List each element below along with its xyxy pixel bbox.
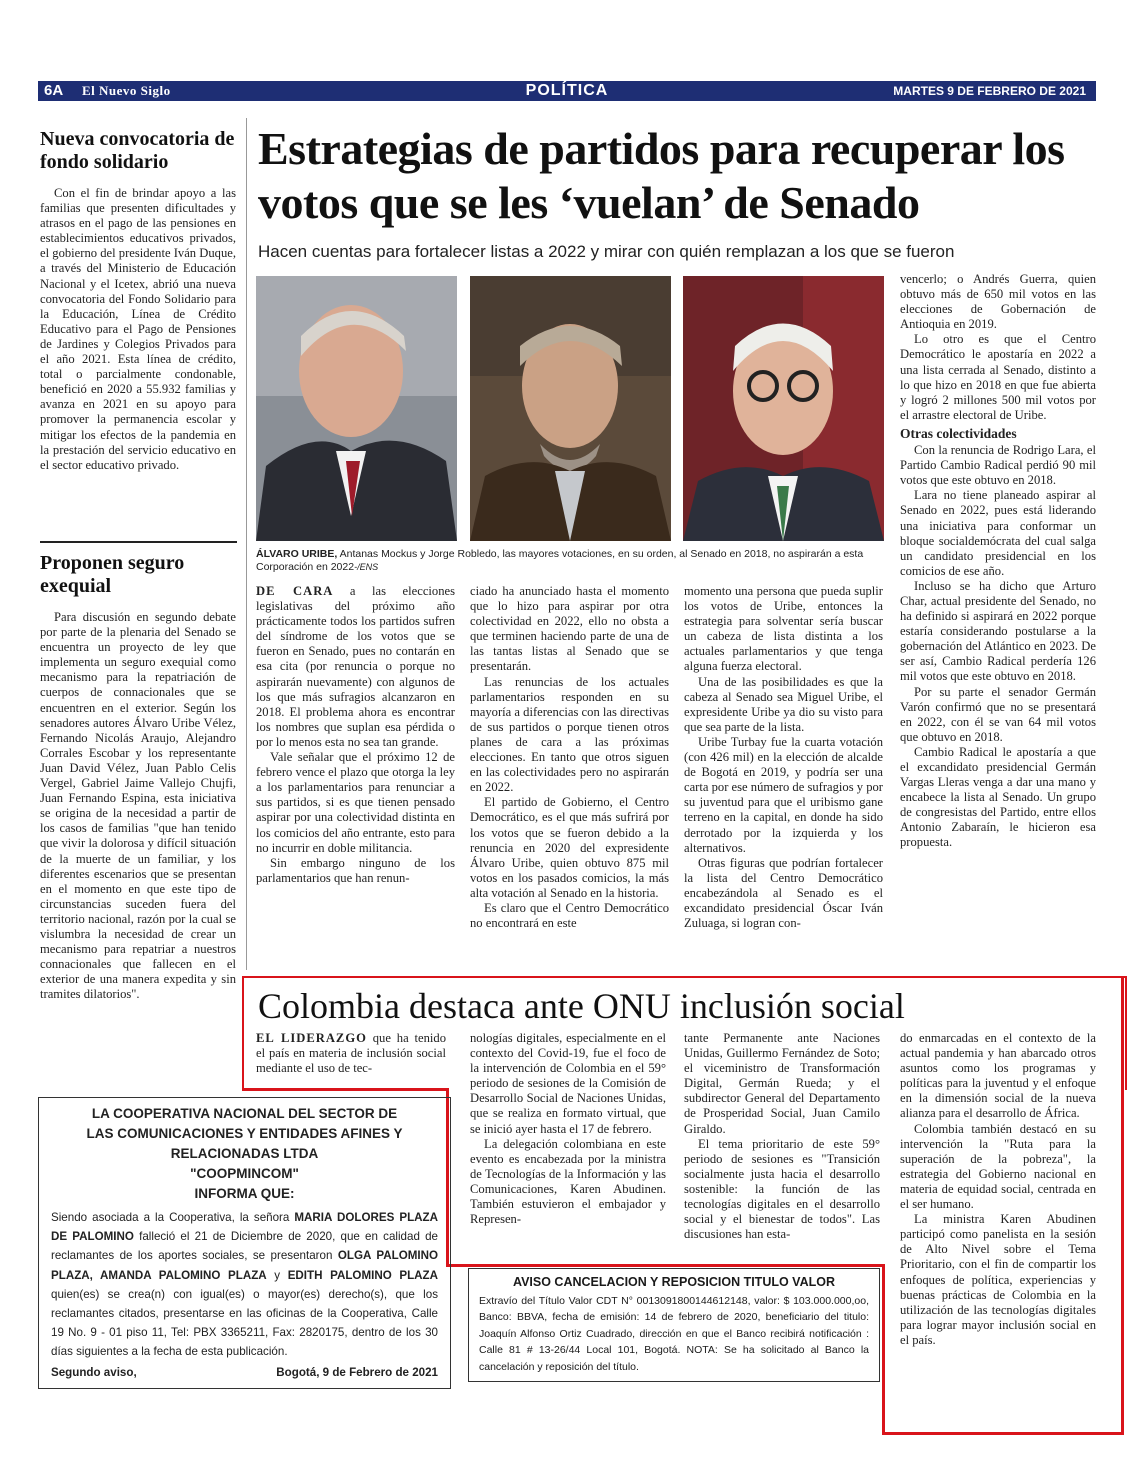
- section-title: POLÍTICA: [525, 82, 609, 99]
- notice-header-4: "COOPMINCOM": [190, 1166, 299, 1181]
- notice-header-1: LA COOPERATIVA NACIONAL DEL SECTOR DE: [91, 1106, 398, 1121]
- header-bar: [38, 81, 1096, 101]
- aviso-body: Extravío del Título Valor CDT N° 0013091800144612148, valor: $ 103.000.000,oo, Banco: BBVA, fecha de emisión: 14 de febrero de 2020, beneficiario del titulo: Joaquín Alfonso Ortiz Cuadrado, dirección en que el Banco recibirá notificación : Calle 81 # 13-26/44 Local 101, Bogotá. NOTA: Se ha solicitado al Banco la cancelación y reposición del título.: [479, 1295, 869, 1373]
- sidebar-fondo-text: Con el fin de brindar apoyo a las familias que presenten dificultades y atrasos en el pago de las pensiones en establecimientos educativos privados, el gobierno del presidente Iván Duque, a través del Ministerio de Educación Nacional y el Icetex, abrió una nueva convocatoria del Fondo Solidario para la Educación, Línea de Crédito Educativo para el Pago de Pensiones de Jardines y Colegios Privados para el año 2021. Esta línea de crédito, total o parcialmente condonable, benefició en 2020 a 55.932 familias y avanza en 2021 en su apoyo para promover la permanencia escolar y mitigar los efectos de la pandemia en la prestación del servicio educativo en el sector educativo privado.: [40, 186, 236, 472]
- highlight-box-bottom: [882, 1432, 1124, 1435]
- main-subtitle: Hacen cuentas para fortalecer listas a 2022 y mirar con quién remplazan a los que se fueron: [258, 242, 955, 261]
- notice-header-2: LAS COMUNICACIONES Y ENTIDADES AFINES Y: [86, 1126, 403, 1141]
- notice-header-5: INFORMA QUE:: [194, 1186, 295, 1201]
- onu-headline: Colombia destaca ante ONU inclusión social: [258, 986, 905, 1026]
- main-col4-p4: Lara no tiene planeado aspirar al Senado en 2022, pues está liderando una iniciativa para conformar un bloque socialdemócrata del cual salga un candidato presidencial en los comicios de ese año.: [900, 488, 1096, 578]
- highlight-box-step: [242, 1088, 448, 1091]
- highlight-box-right: [1121, 976, 1124, 1434]
- main-col4-p6: Por su parte el senador Germán Varón confirmó que no se presentará en 2022, con él se van 64 mil votos que obtuvo en 2018.: [900, 684, 1096, 744]
- main-col3-p1: momento una persona que pueda suplir los votos de Uribe, entonces la estrategia para solventar sería buscar un cabeza de lista distinta a los actuales parlamentarios y que tenga alguna fuerza electoral.: [684, 584, 883, 674]
- coop-notice: [38, 1097, 451, 1389]
- onu-col2-p1: nologías digitales, especialmente en el contexto del Covid-19, fue el foco de la intervención de Colombia en el 59° periodo de sesiones de la Comisión de Desarrollo Social de Naciones Unidas, que se realiza en formato virtual, que se inició ayer hasta el 17 de febrero.: [470, 1031, 666, 1136]
- sidebar-divider: [40, 541, 237, 543]
- main-col-2: [470, 584, 669, 931]
- photo-uribe: [256, 276, 457, 541]
- notice-footer-right: Bogotá, 9 de Febrero de 2021: [276, 1365, 438, 1379]
- main-lead-word: DE CARA: [256, 584, 334, 598]
- main-col4-heading: Otras colectividades: [900, 425, 1017, 441]
- notice-text-4: quien(es) se crea(n) con igual(es) o mayor(es) derecho(s), que los reclamantes citados, presentarse en las oficinas de la Cooperativa, Calle 19 No. 9 - 01 piso 11, Tel: PBX 3365211, Fax: 2820175, dentro de los 30 días siguientes a la fecha de esta publicación.: [51, 1287, 438, 1359]
- main-col3-p2: Una de las posibilidades es que la cabeza al Senado sea Miguel Uribe, el expresidente Uribe ya dio su visto para que sea parte de la lista.: [684, 674, 883, 734]
- main-col2-p3: El partido de Gobierno, el Centro Democrático, es el que más sufrirá por los votos que se fueron debido a la renuncia en 2020 del expresidente Álvaro Uribe, quien obtuvo 875 mil votos en los pasados comicios, la más alta votación al Senado en la historia.: [470, 795, 669, 900]
- aviso-title: AVISO CANCELACION Y REPOSICION TITULO VALOR: [512, 1275, 835, 1289]
- onu-col4-p3: La ministra Karen Abudinen participó como panelista en la sesión de Alto Nivel sobre el Tema Prioritario, con el fin de compartir los enfoques de política, experiencias y buenas prácticas de Colombia en la utilización de las tecnologías digitales para lograr mayor inclusión social en el país.: [900, 1212, 1096, 1347]
- main-col4-p3: Con la renuncia de Rodrigo Lara, el Partido Cambio Radical perdió 90 mil votos que este obtuvo en 2018.: [900, 443, 1096, 488]
- photo-robledo: [683, 276, 884, 541]
- onu-col4-p2: Colombia también destacó en su intervención la "Ruta para la superación de la pobreza", la estrategia del Gobierno nacional en materia de equidad social, centrada en el ser humano.: [900, 1121, 1096, 1212]
- main-col4-p2: Lo otro es que el Centro Democrático le apostaría en 2022 a una lista cerrada al Senado, distinto a lo que hizo en 2018 en que fue abierta y logró 2 millones 500 mil votos por el arrastre electoral de Uribe.: [900, 332, 1096, 422]
- issue-date: MARTES 9 DE FEBRERO DE 2021: [893, 84, 1086, 98]
- sidebar-seguro-body: [40, 610, 236, 1002]
- onu-col1-text: que ha tenido el país en materia de inclusión social mediante el uso de tec-: [256, 1031, 446, 1076]
- main-col2-p4: Es claro que el Centro Democrático no encontrará en este: [470, 900, 669, 931]
- main-col3-p4: Otras figuras que podrían fortalecer la lista del Centro Democrático encabezándola al Senado es el excandidato presidencial Óscar Iván Zuluaga, si logran con-: [684, 855, 883, 931]
- notice-name-2: OLGA PALOMINO PLAZA, AMANDA PALOMINO PLAZA: [51, 1249, 438, 1282]
- onu-col-4: [900, 1031, 1096, 1348]
- highlight-box-mid: [446, 1264, 884, 1267]
- main-headline: Estrategias de partidos para recuperar los votos que se les ‘vuelan’ de Senado: [258, 123, 1065, 228]
- page-number: 6A: [44, 82, 64, 99]
- sidebar-fondo-body: [40, 186, 236, 473]
- onu-lead-word: EL LIDERAZGO: [256, 1031, 367, 1045]
- photo-mockus: [470, 276, 671, 541]
- aviso-box: [468, 1268, 880, 1382]
- sidebar-seguro-text: Para discusión en segundo debate por parte de la plenaria del Senado se encuentra un proyecto de ley que implementa un seguro exequial como mecanismo para la repatriación de cuerpos de connacionales que se encuentren en el exterior. Según los senadores autores Álvaro Uribe Vélez, Fernando Nicolás Araujo, Alejandro Corrales Escobar y los representante Juan David Vélez, Juan Pablo Celis Vergel, Gabriel Jaime Vallejo Chujfi, Juan Fernando Espina, esta iniciativa se origina de la necesidad a partir de los casos de familias "que han tenido que vivir la dolorosa y difícil situación de la muerte de un familiar, y los diferentes escenarios que se presentan en el momento en que este tipo de circunstancias suceden fuera del territorio nacional, razón por la cual se vislumbra la necesidad de crear un mecanismo para repatriar a nuestros connacionales que fallecen en el exterior de una manera expedita y sin tramites dilatorios".: [40, 610, 236, 1002]
- highlight-box-inner: [882, 1264, 885, 1434]
- sidebar-seguro-title: Proponen seguro exequial: [40, 552, 185, 597]
- main-col4-p1: vencerlo; o Andrés Guerra, quien obtuvo más de 650 mil votos en las elecciones de Gobernación de Antioquia en 2019.: [900, 272, 1096, 332]
- main-col2-p2: Las renuncias de los actuales parlamentarios responden en su mayoría a diferencias con las directivas de sus partidos o porque tienen otros planes de cara a las próximas elecciones. En tanto que otros siguen en las colectividades pero no aspirarán en 2022.: [470, 674, 669, 795]
- main-col1-p3: Sin embargo ninguno de los parlamentarios que han renun-: [256, 855, 455, 885]
- notice-name-3: EDITH PALOMINO PLAZA: [287, 1268, 438, 1282]
- onu-col-1: [256, 1031, 446, 1076]
- main-col4-p5: Incluso se ha dicho que Arturo Char, actual presidente del Senado, no ha definido si aspirará en 2022 porque estaría considerando postularse a la gobernación del Atlántico en 2023. De ser así, Cambio Radical perdería 126 mil votos que este obtuvo en 2018.: [900, 578, 1096, 684]
- notice-name-1: MARIA DOLORES PLAZA DE PALOMINO: [51, 1211, 438, 1244]
- onu-col-2: [470, 1031, 666, 1227]
- notice-text-2: falleció el 21 de Diciembre de 2020, que en calidad de reclamantes de los aportes sociales, se presentaron: [51, 1230, 438, 1263]
- onu-col4-p1: do enmarcadas en el contexto de la actual pandemia y han abarcado otros asuntos como los programas y políticas para la juventud y el enfoque en la dimensión social de la nueva alianza para el desarrollo de África.: [900, 1031, 1096, 1121]
- main-col2-p1: ciado ha anunciado hasta el momento que lo hizo para aspirar por otra colectividad en 2022, ello no obsta a que terminen haciendo parte de una de las tantas listas al Senado que se presentarán.: [470, 584, 669, 674]
- main-col1-p2: Vale señalar que el próximo 12 de febrero vence el plazo que otorga la ley a los parlamentarios para renunciar a sus partidos, si es que tienen pensado aspirar por una colectividad distinta en los comicios del año entrante, esto para no incurrir en doble militancia.: [256, 750, 455, 855]
- onu-col-3: [684, 1031, 880, 1242]
- notice-footer: [51, 1366, 438, 1379]
- sidebar-fondo-title: Nueva convocatoria de fondo solidario: [40, 128, 235, 173]
- photo-caption: [256, 548, 866, 574]
- caption-lead: ÁLVARO URIBE,: [256, 548, 338, 560]
- main-col-4: [900, 272, 1096, 851]
- main-col-3: [684, 584, 883, 931]
- main-col1-p1: a las elecciones legislativas del próximo año prácticamente todos los partidos sufren del síndrome de los votos que se fueron en Senado, pues no contarán en esa cita (por renuncia o porque no aspirarán nuevamente) con algunos de los que más sufragios alcanzaron en 2018. El problema ahora es encontrar los nombres que suplan esa pérdida o por lo menos esta no sea tan grande.: [256, 584, 455, 749]
- main-col4-p7: Cambio Radical le apostaría a que el excandidato presidencial Germán Vargas Lleras venga a dar una mano y encabece la lista al Senado. Un grupo de congresistas del Partido, entre ellos Antonio Zabaraín, le hicieron esa propuesta.: [900, 744, 1096, 850]
- caption-credit: -/ENS: [354, 562, 379, 572]
- notice-header-3: RELACIONADAS LTDA: [170, 1146, 319, 1161]
- notice-footer-left: Segundo aviso,: [51, 1365, 137, 1379]
- newspaper-name: El Nuevo Siglo: [82, 83, 171, 98]
- column-divider: [246, 118, 247, 970]
- notice-text-3: y: [266, 1268, 288, 1282]
- main-col-1: [256, 584, 455, 886]
- caption-text: Antanas Mockus y Jorge Robledo, las mayores votaciones, en su orden, al Senado en 2018, no aspirarán a esta Corporación en 2022: [256, 548, 864, 573]
- onu-col3-p2: El tema prioritario de este 59° periodo de sesiones es "Transición socialmente justa hacia el desarrollo sostenible: la función de las tecnologías digitales en el desarrollo social y el bienestar de todos". Las discusiones han esta-: [684, 1136, 880, 1242]
- onu-col3-p1: tante Permanente ante Naciones Unidas, Guillermo Fernández de Soto; el viceministro de Transformación Digital, Germán Rueda; y el subdirector General del Departamento de Prosperidad Social, Juan Camilo Giraldo.: [684, 1031, 880, 1136]
- notice-text-1: Siendo asociada a la Cooperativa, la señora: [51, 1211, 295, 1224]
- main-col3-p3: Uribe Turbay fue la cuarta votación (con 426 mil) en la elección de alcalde de Bogotá en 2019, y podría ser una carta por ese número de sufragios y por su juventud para que el uribismo gane terreno en la capital, en donde ha sido derrotado por la izquierda y los alternativos.: [684, 734, 883, 855]
- onu-col2-p2: La delegación colombiana en este evento es encabezada por la ministra de Tecnologías de la Información y las Comunicaciones, Karen Abudinen. También estuvieron el embajador y Represen-: [470, 1136, 666, 1227]
- notice-body: [51, 1208, 438, 1362]
